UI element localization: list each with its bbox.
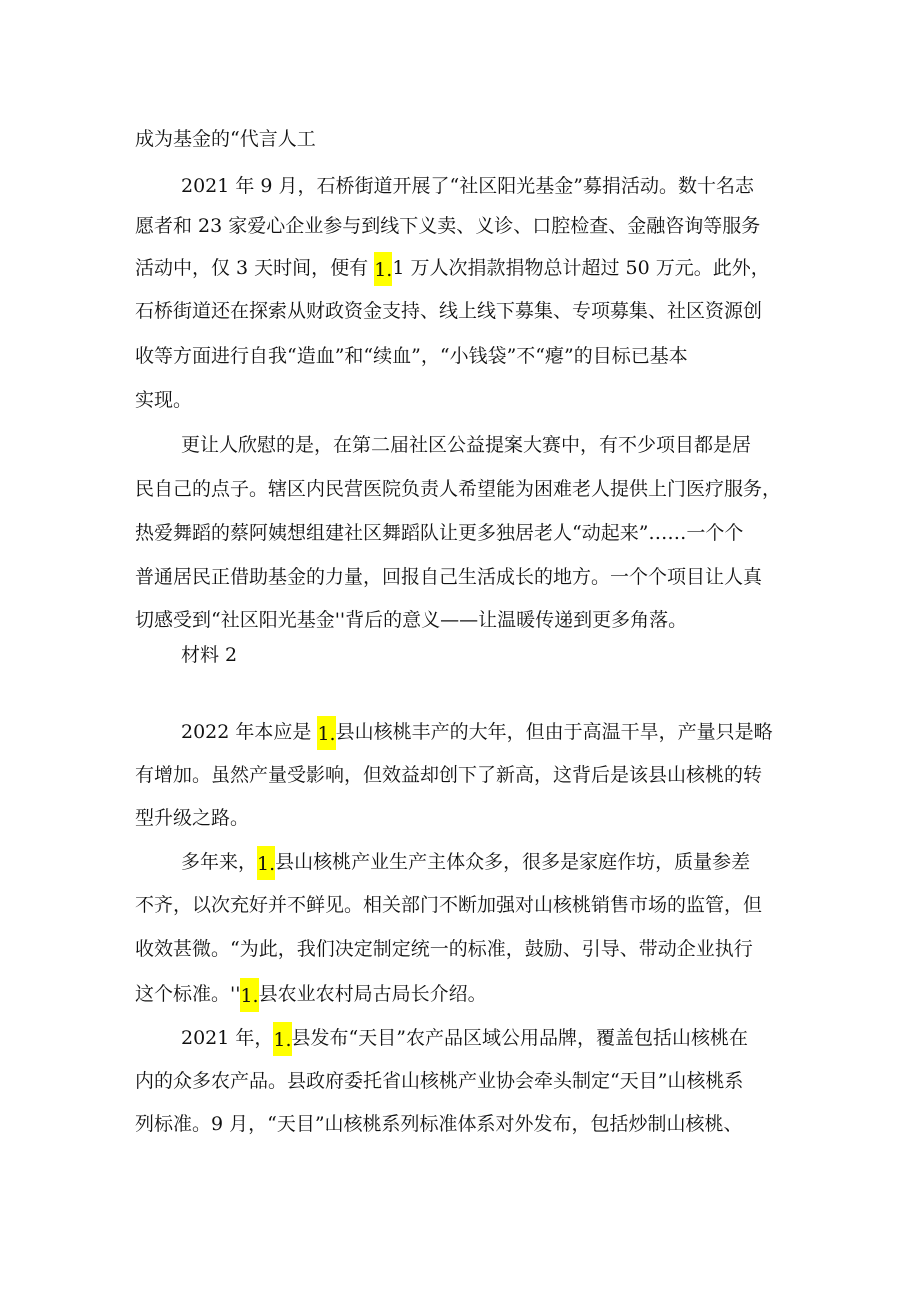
highlight-mark: 1.	[257, 846, 275, 880]
paragraph-line	[135, 1109, 743, 1139]
paragraph-line	[181, 1022, 748, 1052]
paragraph-line	[135, 474, 781, 504]
text: 2021 年 9 月，石桥街道开展了“社区阳光基金”募捐活动。数十名志	[181, 175, 754, 197]
paragraph-line	[135, 1066, 743, 1096]
highlight-mark: 1.	[374, 252, 392, 286]
text: 多年来，	[181, 851, 258, 873]
paragraph-line	[135, 385, 192, 415]
text: 民自己的点子。辖区内民营医院负责人希望能为困难老人提供上门医疗服务，	[135, 478, 782, 500]
paragraph-line	[135, 890, 762, 920]
paragraph-line	[135, 760, 762, 790]
text: 内的众多农产品。县政府委托省山核桃产业协会牵头制定“天目”山核桃系	[135, 1070, 744, 1092]
paragraph-line	[135, 211, 760, 241]
section-heading	[181, 640, 237, 670]
paragraph-line	[181, 716, 773, 746]
paragraph-line	[135, 341, 688, 371]
text: 县山核桃产业生产主体众多，很多是家庭作坊，质量参差	[275, 851, 751, 873]
text: 县发布“天目”农产品区域公用品牌，覆盖包括山核桃在	[291, 1027, 748, 1049]
paragraph-line	[135, 252, 770, 282]
paragraph-line	[181, 846, 750, 876]
highlight-mark: 1.	[273, 1022, 291, 1056]
text: 不齐，以次充好并不鲜见。相关部门不断加强对山核桃销售市场的监管，但	[135, 894, 763, 916]
text: 活动中，仅 3 天时间，便有	[135, 257, 375, 279]
paragraph-line	[135, 978, 487, 1008]
text: 有增加。虽然产量受影响，但效益却创下了新高，这背后是该县山核桃的转	[135, 764, 763, 786]
text: 2022 年本应是	[181, 721, 318, 743]
highlight-mark: 1.	[240, 978, 258, 1012]
text: 列标准。9 月，“天目”山核桃系列标准体系对外发布，包括炒制山核桃、	[135, 1113, 743, 1135]
paragraph-line	[181, 171, 754, 201]
highlight-mark: 1.	[317, 716, 335, 750]
text: 切感受到“社区阳光基金''背后的意义——让温暖传递到更多角落。	[135, 609, 688, 631]
text: 实现。	[135, 389, 193, 411]
text: 型升级之路。	[135, 807, 250, 829]
paragraph-line	[181, 430, 751, 460]
text: 热爱舞蹈的蔡阿姨想组建社区舞蹈队让更多独居老人“动起来”……一个个	[135, 522, 744, 544]
paragraph-line	[135, 124, 316, 154]
paragraph-line	[135, 803, 249, 833]
paragraph-line	[135, 296, 762, 326]
text: 2021 年，	[181, 1027, 274, 1049]
paragraph-line	[135, 562, 762, 592]
text: 这个标准。''	[135, 983, 241, 1005]
text: 成为基金的“代言人工	[135, 128, 316, 150]
text: 收效甚微。“为此，我们决定制定统一的标准，鼓励、引导、带动企业执行	[135, 938, 753, 960]
text: 石桥街道还在探索从财政资金支持、线上线下募集、专项募集、社区资源创	[135, 300, 763, 322]
text: 更让人欣慰的是，在第二届社区公益提案大赛中，有不少项目都是居	[181, 434, 752, 456]
paragraph-line	[135, 934, 753, 964]
text: 1 万人次捐款捐物总计超过 50 万元。此外，	[392, 257, 770, 279]
paragraph-line	[135, 518, 743, 548]
text: 愿者和 23 家爱心企业参与到线下义卖、义诊、口腔检查、金融咨询等服务	[135, 215, 761, 237]
paragraph-line	[135, 605, 687, 635]
text: 材料 2	[181, 644, 238, 666]
text: 县山核桃丰产的大年，但由于高温干旱，产量只是略	[335, 721, 773, 743]
text: 县农业农村局古局长介绍。	[258, 983, 487, 1005]
text: 收等方面进行自我“造血”和“续血”，“小钱袋”不“瘪”的目标已基本	[135, 345, 688, 367]
text: 普通居民正借助基金的力量，回报自己生活成长的地方。一个个项目让人真	[135, 566, 763, 588]
